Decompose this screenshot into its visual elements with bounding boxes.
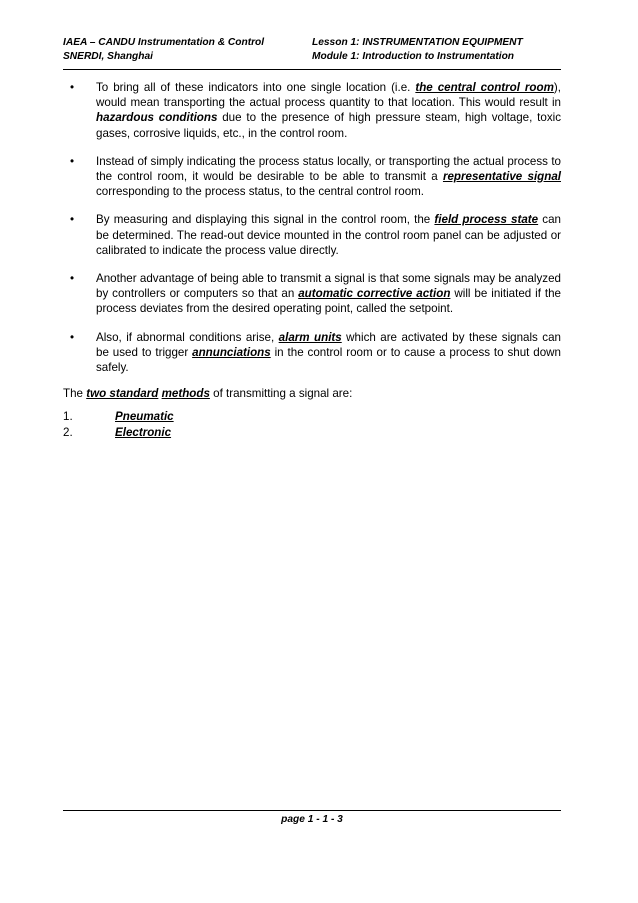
page-number: page 1 - 1 - 3 [281,814,343,825]
bullet-item [63,154,561,200]
method-number: 1. [63,410,73,424]
emphasis-term: the central control room [415,81,554,94]
bullet-text: Instead of simply indicating the process status locally, or transporting the actual process to the control room, it would be desirable to be able to transmit a [96,154,561,184]
bullet-symbol: • [70,81,75,94]
emphasis-term: methods [161,387,210,401]
emphasis-term: automatic corrective action [298,287,451,301]
method-number: 2. [63,425,73,439]
bullet-text: will be initiated if the process deviates from the desired operating point, called the setpoint. [96,287,562,316]
emphasis-term: annunciations [192,345,271,359]
method-item [63,425,561,440]
bullet-symbol: • [70,213,75,227]
header-institution: SNERDI, Shanghai [63,51,154,62]
header-row-1 [63,36,561,50]
header-module: Module 1: Introduction to Instrumentation [312,51,515,62]
bullet-text: due to the presence of high pressure steam, high voltage, toxic gases, corrosive liquids, etc., in the control room. [96,111,562,140]
bullet-item [63,80,561,141]
bullet-symbol: • [70,154,75,168]
header-course: IAEA – CANDU Instrumentation & Control [63,37,265,48]
methods-intro [63,386,561,401]
bullet-text: ), would mean transporting the actual process quantity to that location. This would result in [96,81,561,110]
emphasis-term: two standard [86,387,159,401]
bullet-list [63,80,561,375]
document-body [63,80,561,440]
bullet-text: By measuring and displaying this signal in the control room, the [96,213,435,227]
intro-text: of transmitting a signal are: [209,387,353,401]
bullet-symbol: • [70,272,75,286]
bullet-text: Another advantage of being able to transmit a signal is that some signals may be analyzed by controllers or computers so that an [96,272,561,301]
emphasis-term: field process state [434,213,539,227]
bullet-text: in the control room or to cause a process to shut down safely. [96,345,561,375]
bullet-item [63,330,561,376]
header-divider [63,69,561,70]
bullet-text: which are activated by these signals can be used to trigger [96,330,561,359]
header-lesson: Lesson 1: INSTRUMENTATION EQUIPMENT [312,37,523,48]
bullet-text: To bring all of these indicators into one single location (i.e. [96,81,416,94]
page-header [63,36,561,72]
intro-text: The [63,387,87,401]
emphasis-term: representative signal [442,170,561,184]
bullet-item [63,271,561,317]
method-label: Electronic [115,425,172,439]
emphasis-term: hazardous conditions [96,111,218,125]
bullet-symbol: • [70,330,75,344]
emphasis-term: alarm units [278,330,342,344]
header-row-2 [63,50,561,64]
footer-divider [63,810,561,811]
method-label: Pneumatic [115,410,174,424]
bullet-text: Also, if abnormal conditions arise, [96,330,279,344]
bullet-text: can be determined. The read-out device mounted in the control room panel can be adjusted or calibrated to indicate the process value directly. [96,213,561,257]
bullet-item [63,212,561,258]
method-item [63,409,561,424]
bullet-text: corresponding to the process status, to the central control room. [96,185,425,199]
